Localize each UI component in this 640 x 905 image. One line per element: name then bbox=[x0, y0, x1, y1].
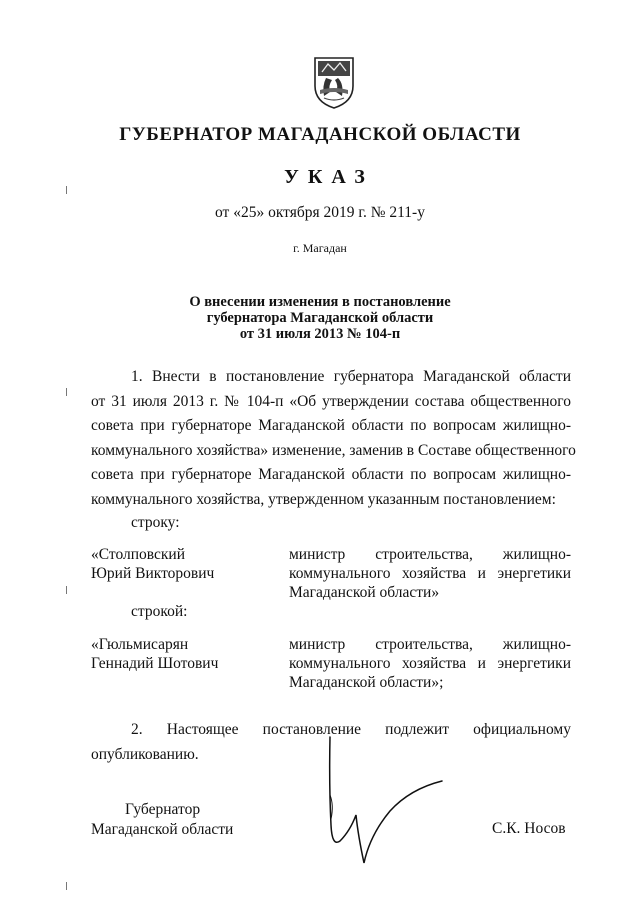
signatory-name: С.К. Носов bbox=[492, 820, 566, 837]
name-line: Геннадий Шотович bbox=[91, 655, 219, 672]
paragraph-line: коммунального хозяйства» изменение, заменив в Составе общественного bbox=[91, 441, 576, 459]
label-row: строку: bbox=[131, 514, 180, 531]
signatory-title-line: Губернатор bbox=[125, 801, 201, 818]
subject-line: от 31 июля 2013 № 104-п bbox=[239, 326, 401, 342]
subject-line: губернатора Магаданской области bbox=[206, 310, 434, 326]
paragraph-line: совета при губернаторе Магаданской области по вопросам жилищно- bbox=[91, 466, 571, 483]
old-entry-name bbox=[91, 545, 271, 583]
paragraph-line: 2. Настоящее постановление подлежит официальному bbox=[131, 721, 571, 738]
paragraph-line: от 31 июля 2013 г. № 104-п «Об утверждении состава общественного bbox=[91, 392, 571, 410]
subject-line: О внесении изменения в постановление bbox=[189, 294, 451, 310]
scan-speck bbox=[66, 882, 67, 890]
role-line: коммунального хозяйства и энергетики bbox=[289, 655, 571, 672]
scan-speck bbox=[66, 586, 67, 594]
new-entry-role bbox=[289, 635, 571, 692]
paragraph-line: коммунального хозяйства, утвержденном указанным постановлением: bbox=[91, 490, 556, 508]
name-line: «Столповский bbox=[91, 546, 186, 563]
document-type: УКАЗ bbox=[284, 166, 374, 188]
name-line: «Гюльмисарян bbox=[91, 636, 189, 653]
new-entry-name bbox=[91, 635, 271, 673]
scan-speck bbox=[66, 388, 67, 396]
handwritten-signature bbox=[318, 735, 448, 875]
role-line: Магаданской области»; bbox=[289, 674, 444, 691]
paragraph-line: опубликованию. bbox=[91, 745, 199, 763]
signatory-title-line: Магаданской области bbox=[91, 821, 234, 838]
name-line: Юрий Викторович bbox=[91, 565, 215, 582]
decree-city: г. Магадан bbox=[293, 241, 347, 255]
role-line: Магаданской области» bbox=[289, 584, 440, 601]
decree-subject bbox=[0, 294, 640, 342]
coat-of-arms-icon bbox=[312, 56, 356, 110]
role-line: коммунального хозяйства и энергетики bbox=[289, 565, 571, 582]
paragraph-line: совета при губернаторе Магаданской области по вопросам жилищно- bbox=[91, 417, 571, 434]
organization-title: ГУБЕРНАТОР МАГАДАНСКОЙ ОБЛАСТИ bbox=[119, 124, 521, 145]
paragraph-line: 1. Внести в постановление губернатора Магаданской области bbox=[131, 368, 571, 385]
role-line: министр строительства, жилищно- bbox=[289, 636, 571, 653]
old-entry-role bbox=[289, 545, 571, 602]
paragraph-1 bbox=[91, 365, 576, 512]
role-line: министр строительства, жилищно- bbox=[289, 546, 571, 563]
decree-date-number: от «25» октября 2019 г. № 211-у bbox=[215, 204, 425, 221]
label-with-row: строкой: bbox=[131, 603, 188, 620]
signatory-title bbox=[91, 800, 233, 840]
scan-speck bbox=[66, 186, 67, 194]
